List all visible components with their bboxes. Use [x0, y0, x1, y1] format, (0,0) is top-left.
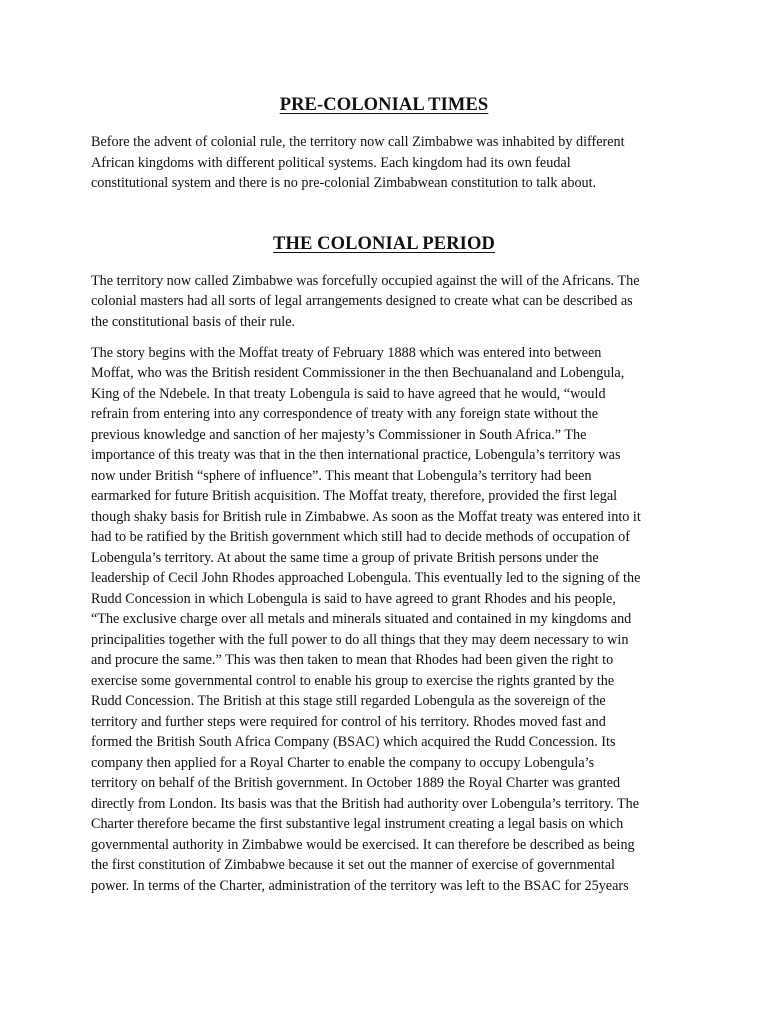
text-line: Moffat, who was the British resident Commissioner in the then Bechuanaland and Lobengula, [91, 365, 625, 381]
text-line: King of the Ndebele. In that treaty Lobengula is said to have agreed that he would, “would [91, 385, 606, 402]
text-line: leadership of Cecil John Rhodes approached Lobengula. This eventually led to the signing of the [91, 570, 641, 586]
text-line: previous knowledge and sanction of her majesty’s Commissioner in South Africa.” The [91, 426, 587, 443]
text-line: power. In terms of the Charter, administration of the territory was left to the BSAC for 25years [91, 877, 629, 894]
text-line: Lobengula’s territory. At about the same time a group of private British persons under the [91, 549, 599, 566]
text-line: governmental authority in Zimbabwe would be exercised. It can therefore be described as being [91, 836, 635, 853]
section-heading-pre-colonial: PRE-COLONIAL TIMES [279, 95, 489, 115]
text-line: formed the British South Africa Company (BSAC) which acquired the Rudd Concession. Its [91, 734, 616, 750]
text-line: principalities together with the full power to do all things that they may deem necessary to win [91, 631, 629, 648]
paragraph-pre-colonial [91, 132, 677, 194]
text-line: Before the advent of colonial rule, the territory now call Zimbabwe was inhabited by different [91, 134, 625, 150]
text-line: “The exclusive charge over all metals and minerals situated and contained in my kingdoms and [91, 611, 632, 627]
text-line: refrain from entering into any correspondence of treaty with any foreign state without the [91, 406, 599, 422]
text-line: African kingdoms with different political systems. Each kingdom had its own feudal [91, 154, 571, 171]
text-line: territory on behalf of the British government. In October 1889 the Royal Charter was granted [91, 775, 621, 791]
text-line: constitutional system and there is no pre-colonial Zimbabwean constitution to talk about. [91, 175, 597, 191]
text-line: colonial masters had all sorts of legal arrangements designed to create what can be described as [91, 293, 633, 309]
text-line: now under British “sphere of influence”. This meant that Lobengula’s territory had been [91, 467, 592, 484]
text-line: earmarked for future British acquisition. The Moffat treaty, therefore, provided the first legal [91, 488, 618, 504]
text-line: Charter therefore became the first substantive legal instrument creating a legal basis on which [91, 816, 624, 832]
section-heading-colonial-period: THE COLONIAL PERIOD [273, 233, 495, 254]
text-line: had to be ratified by the British government which still had to decide methods of occupation of [91, 529, 630, 545]
text-line: the constitutional basis of their rule. [91, 313, 296, 330]
paragraph-moffat-treaty [91, 343, 677, 897]
text-line: Rudd Concession in which Lobengula is said to have agreed to grant Rhodes and his people, [91, 590, 616, 607]
text-line: territory and further steps were required for control of his territory. Rhodes moved fast and [91, 713, 606, 730]
text-line: company then applied for a Royal Charter to enable the company to occupy Lobengula’s [91, 754, 595, 771]
text-line: though shaky basis for British rule in Zimbabwe. As soon as the Moffat treaty was entered into it [91, 508, 641, 525]
text-line: The territory now called Zimbabwe was forcefully occupied against the will of the Africans. The [91, 272, 640, 289]
text-line: directly from London. Its basis was that the British had authority over Lobengula’s territory. The [91, 795, 640, 812]
text-line: The story begins with the Moffat treaty of February 1888 which was entered into between [91, 344, 602, 361]
text-line: Rudd Concession. The British at this stage still regarded Lobengula as the sovereign of the [91, 693, 606, 709]
text-line: exercise some governmental control to enable his group to exercise the rights granted by the [91, 672, 615, 689]
text-line: the first constitution of Zimbabwe because it set out the manner of exercise of governmental [91, 857, 615, 873]
paragraph-colonial-intro [91, 271, 677, 333]
text-line: importance of this treaty was that in the then international practice, Lobengula’s territory was [91, 447, 621, 463]
document-page [91, 93, 677, 896]
text-line: and procure the same.” This was then taken to mean that Rhodes had been given the right to [91, 652, 614, 668]
